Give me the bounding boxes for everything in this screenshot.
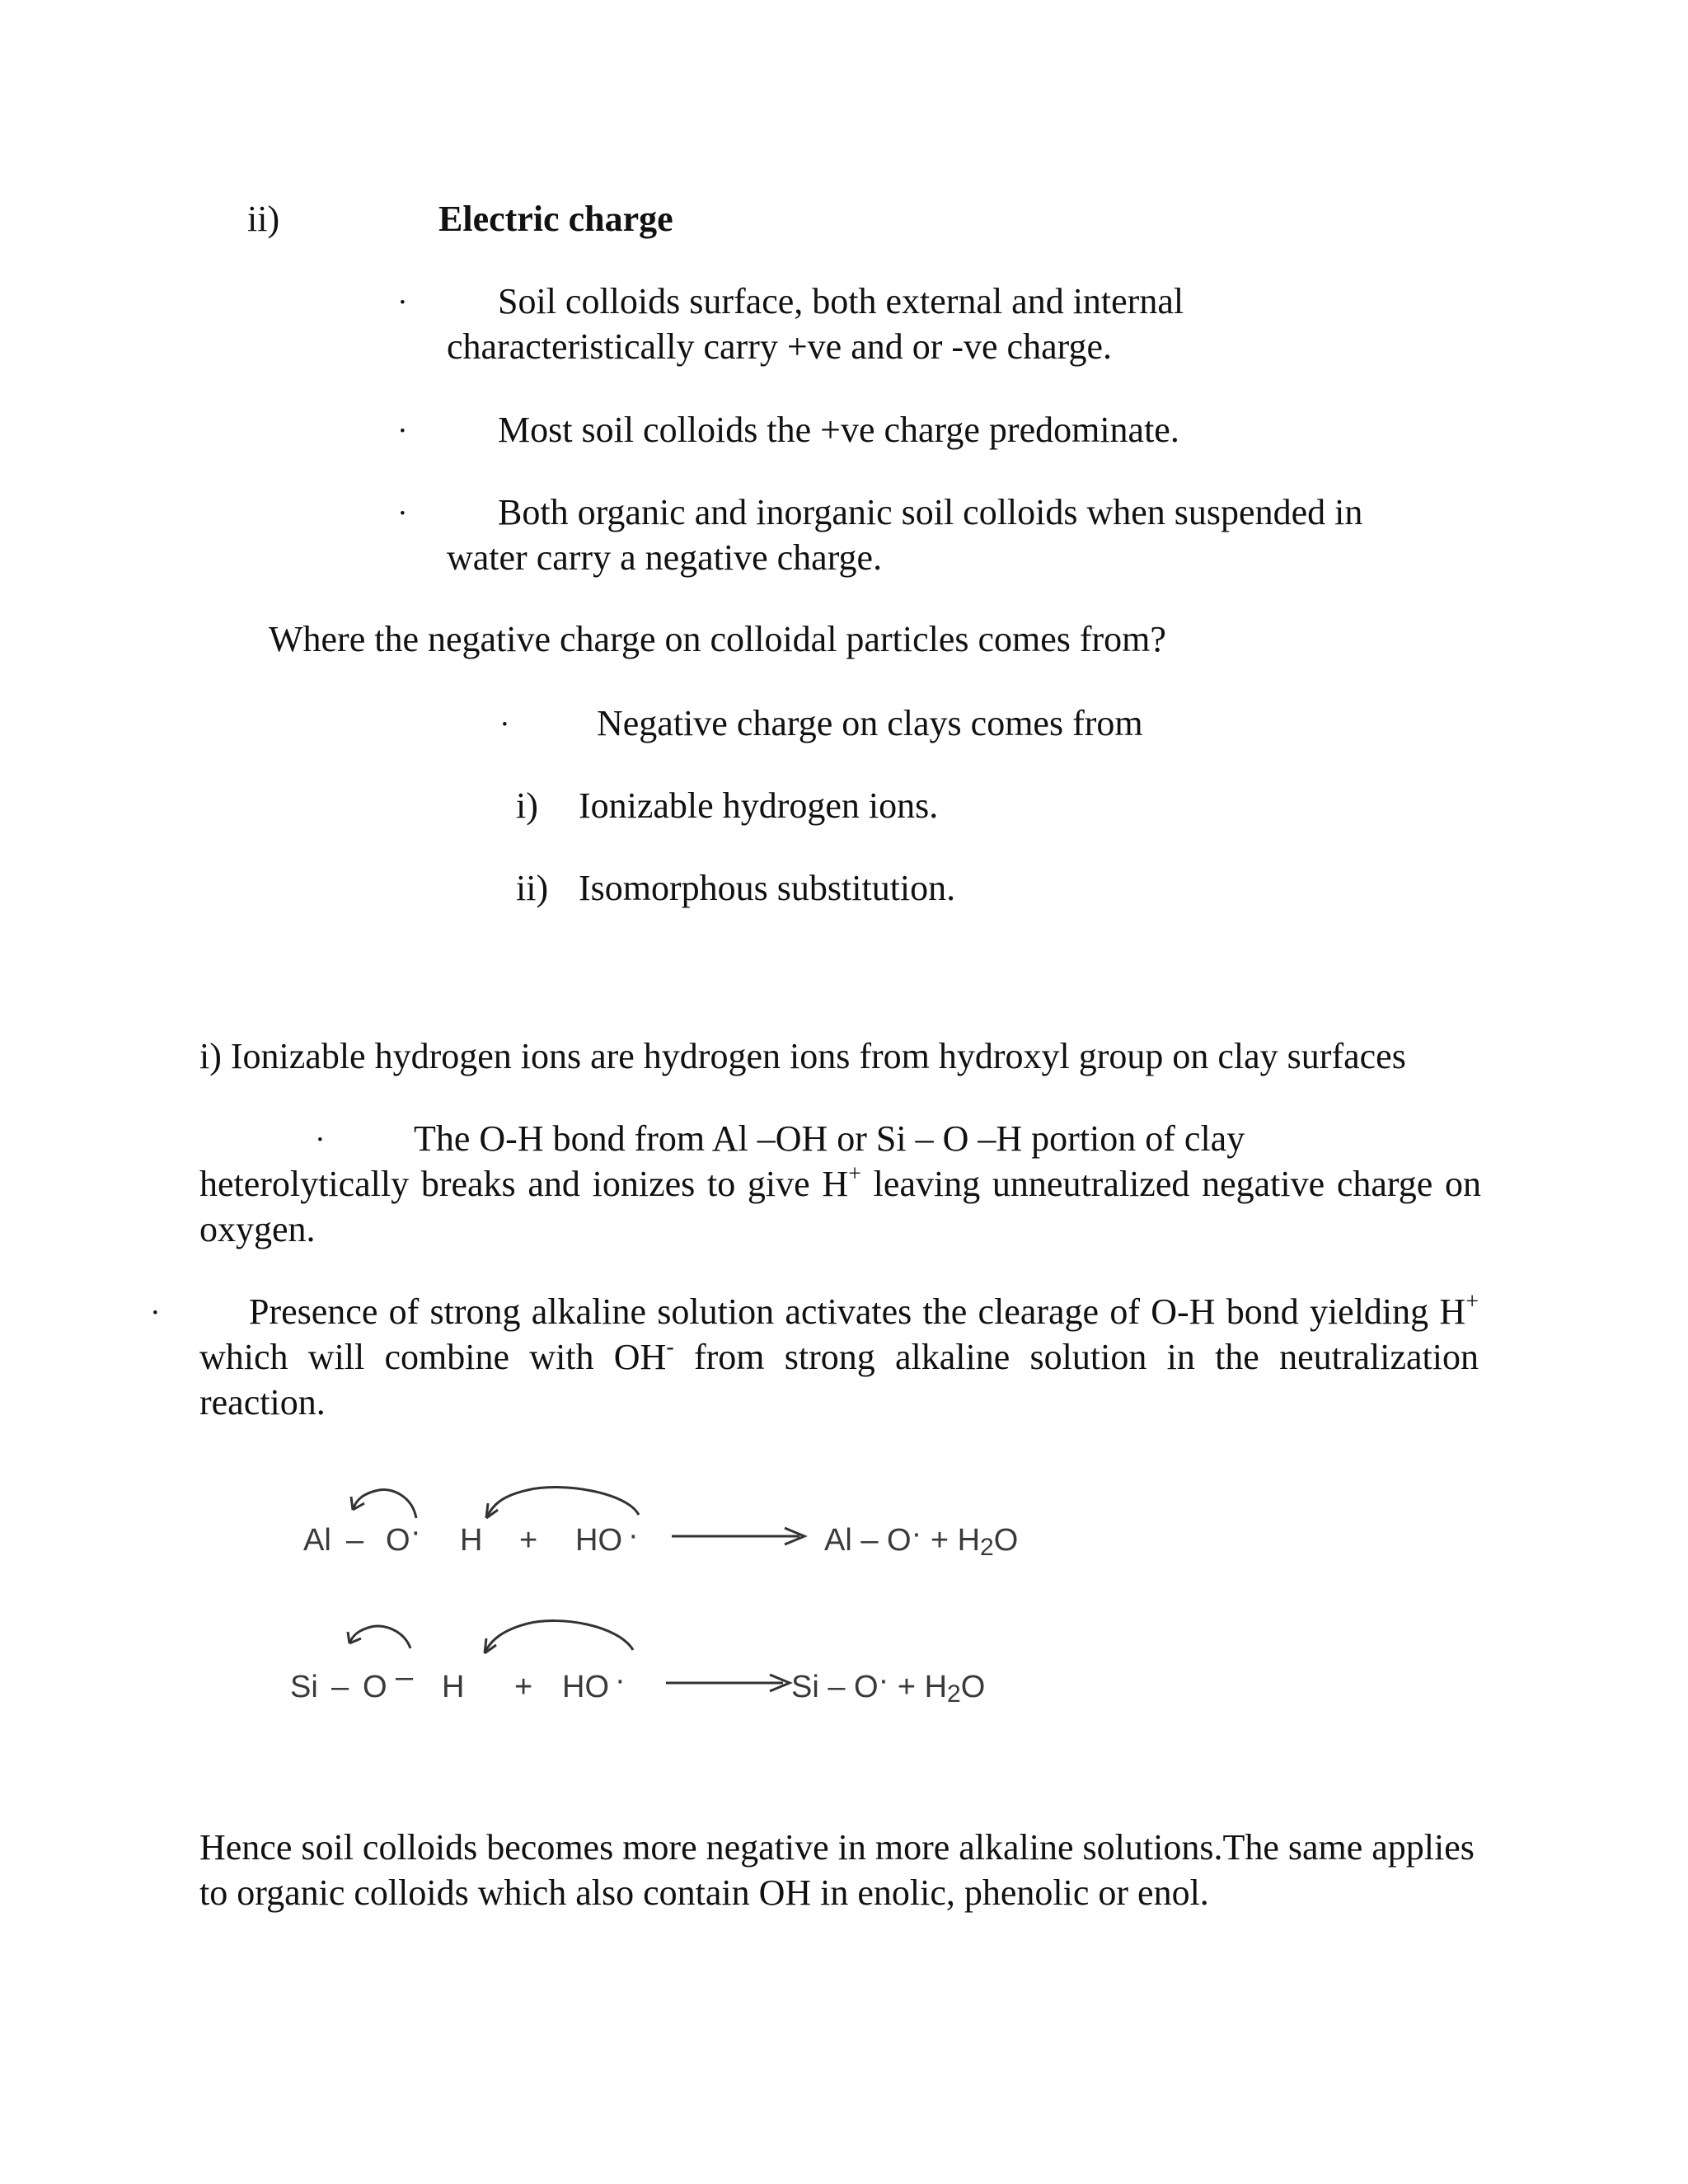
reaction-plus: + — [519, 1523, 538, 1558]
bullet-text: Most soil colloids the +ve charge predominate. — [498, 410, 1179, 450]
reaction-bond: – — [331, 1670, 349, 1704]
bullet-symbol: · — [397, 496, 408, 531]
reaction-hydroxide: HO — [575, 1523, 622, 1558]
reaction-plus: + — [514, 1670, 533, 1704]
reaction-charge: · — [410, 1515, 421, 1549]
para1-text: heterolytically breaks and ionizes to give H+ leaving unneutralized negative charge on oxygen. — [199, 1161, 1481, 1249]
list-item-text: Isomorphous substitution. — [579, 868, 956, 908]
section-heading: Electric charge — [438, 199, 673, 239]
bullet-symbol: · — [150, 1296, 161, 1330]
reaction-oxygen: O — [386, 1523, 410, 1558]
reaction-hydroxide-charge: · — [615, 1663, 626, 1698]
question-text: Where the negative charge on colloidal particles comes from? — [269, 619, 1166, 659]
sources-intro: Negative charge on clays comes from — [597, 703, 1143, 743]
reaction-charge: – — [396, 1660, 414, 1694]
reaction-hydroxide: HO — [562, 1670, 609, 1704]
bullet-text: Soil colloids surface, both external and internal characteristically carry +ve and or -ve charge. — [447, 281, 1184, 367]
reaction-product: Al – O· + H2O — [824, 1516, 1019, 1561]
section-number: ii) — [247, 199, 280, 239]
list-item-text: Ionizable hydrogen ions. — [579, 785, 939, 826]
para1-line1: The O-H bond from Al –OH or Si – O –H portion of clay — [414, 1118, 1245, 1159]
reaction-hydroxide-charge: · — [628, 1518, 639, 1553]
list-item-number: i) — [516, 785, 538, 826]
para2-text: Presence of strong alkaline solution activates the clearage of O-H bond yielding H+ which will combine with OH- from strong alkaline solution in the neutralization reaction. — [199, 1289, 1479, 1422]
reaction-diagram — [280, 1607, 1063, 1706]
ionizable-heading: i) Ionizable hydrogen ions are hydrogen ions from hydroxyl group on clay surfaces — [199, 1036, 1406, 1076]
reaction-diagram — [280, 1467, 1063, 1566]
bullet-symbol: · — [397, 285, 408, 320]
bullet-symbol: · — [315, 1122, 326, 1157]
conclusion-text: Hence soil colloids becomes more negative in more alkaline solutions.The same applies to organic colloids which also contain OH in enolic, phenolic or enol. — [199, 1827, 1475, 1913]
bullet-symbol: · — [499, 707, 510, 742]
reaction-oxygen: O — [363, 1670, 387, 1704]
reaction-metal: Al — [303, 1523, 331, 1558]
reaction-hydrogen: H — [442, 1670, 465, 1704]
reaction-product: Si – O· + H2O — [791, 1663, 986, 1708]
list-item-number: ii) — [516, 868, 549, 908]
reaction-bond: – — [346, 1523, 364, 1558]
bullet-symbol: · — [397, 414, 408, 448]
reaction-metal: Si — [290, 1670, 318, 1704]
bullet-text: Both organic and inorganic soil colloids when suspended in water carry a negative charge. — [447, 492, 1363, 578]
reaction-hydrogen: H — [460, 1523, 483, 1558]
